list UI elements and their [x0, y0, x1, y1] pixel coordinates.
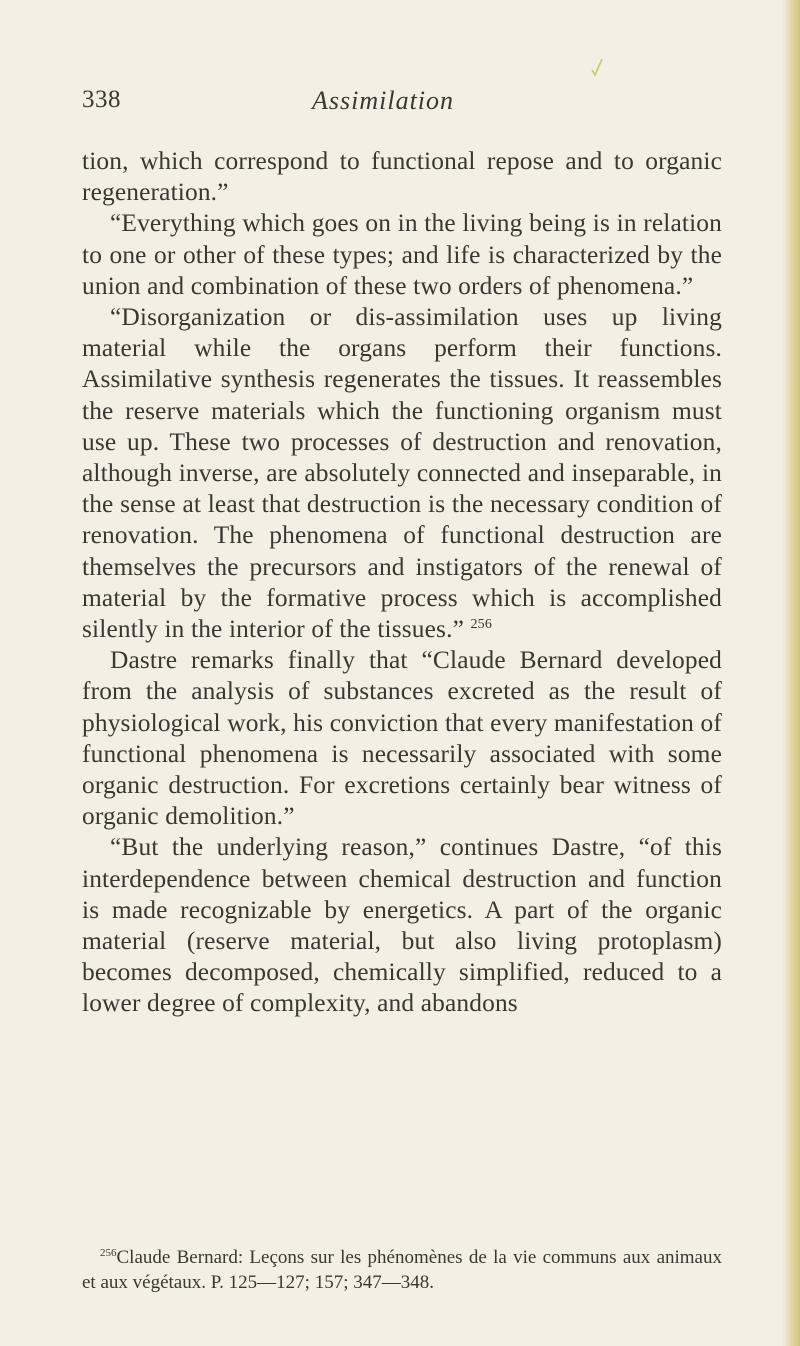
paragraph-5: “But the underlying reason,” continues Dastre, “of this interdependence between chemical destruction and function is made recognizable by energetics. A part of the organic material (reserve material, but also living protoplasm) becomes decomposed, chemically simplified, reduced to a lower degree of complexity, and abandons — [82, 833, 722, 1018]
page-edge — [782, 0, 800, 1346]
running-head: Assimilation — [312, 86, 455, 115]
page-header — [82, 86, 722, 126]
paragraph-3-text: “Disorganization or dis-assimilation uses up living material while the organs perform their functions. Assimilative synthesis regenerates the tissues. It reassembles the reserve materials which the functioning organism must use up. These two processes of destruction and renovation, although inverse, are absolutely connected and inseparable, in the sense at least that destruction is the necessary condition of renovation. The phenomena of functional destruction are themselves the precursors and instigators of the renewal of material by the formative process which is accomplished silently in the interior of the tissues.” — [82, 303, 722, 644]
footnote-text: Claude Bernard: Leçons sur les phénomènes de la vie communs aux animaux et aux végétaux. P. 125—127; 157; 347—348. — [82, 1247, 722, 1293]
body-text — [82, 146, 722, 1020]
footnote-paragraph — [82, 1245, 722, 1295]
footnote — [82, 1245, 722, 1295]
footnote-reference: 256 — [470, 617, 492, 633]
page-number: 338 — [82, 86, 121, 113]
paragraph-1: tion, which correspond to functional repose and to organic regeneration.” — [82, 147, 722, 207]
paragraph-4: Dastre remarks finally that “Claude Bernard developed from the analysis of substances excreted as the result of physiological work, his conviction that every manifestation of functional phenomena is necessarily associated with some organic destruction. For excretions certainly bear witness of organic demolition.” — [82, 646, 722, 831]
paragraph-2: “Everything which goes on in the living being is in relation to one or other of these types; and life is characterized by the union and combination of these two orders of phenomena.” — [82, 209, 722, 300]
check-mark-icon — [590, 56, 604, 78]
footnote-marker: 256 — [100, 1247, 117, 1259]
paragraph-3 — [82, 302, 722, 645]
